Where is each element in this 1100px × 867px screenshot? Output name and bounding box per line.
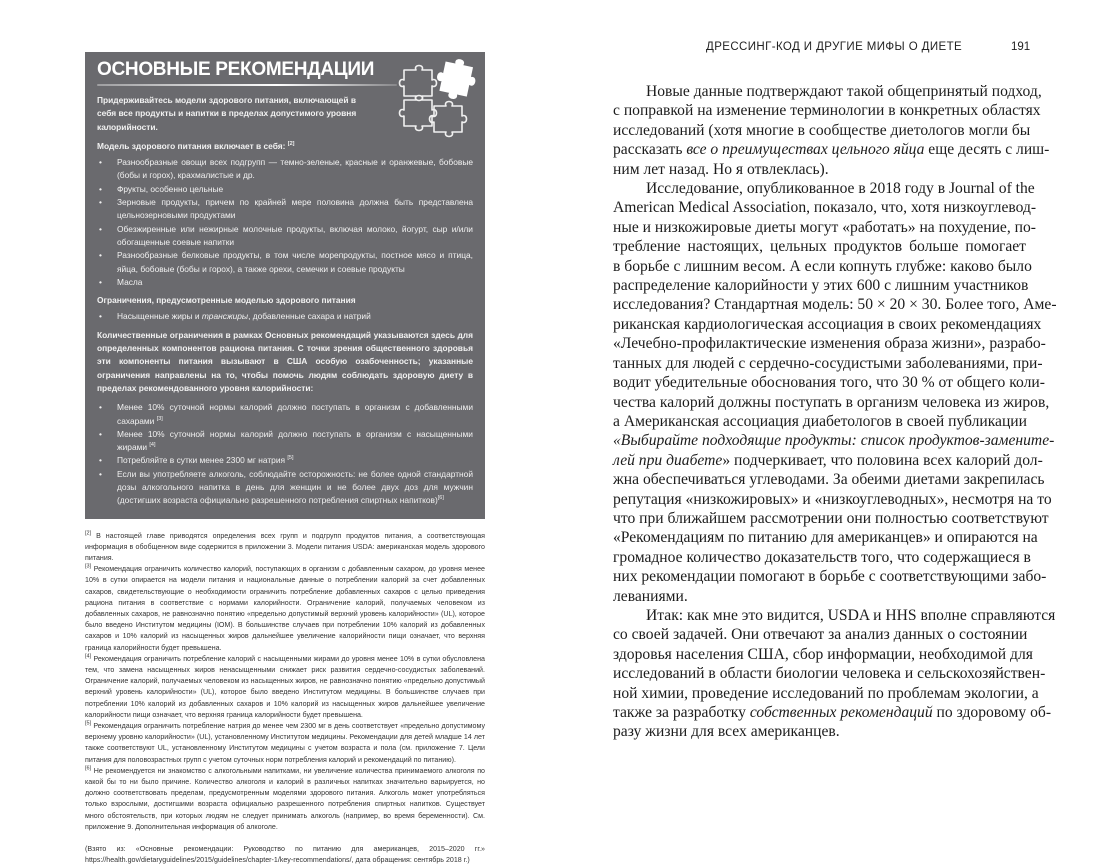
- left-page: [85, 52, 485, 867]
- text-line: [613, 179, 1035, 198]
- text-run: громадное количество доказательств того, что содержащиеся в: [613, 548, 1031, 566]
- quant-paragraph: Количественные ограничения в рамках Основных рекомендаций указываются здесь для определенных компонентов рациона питания. С точки зрения общественного здоровья эти компоненты питания вызывают в США особую озабоченность; указанные ограничения направлены на то, чтобы помочь людям соблюдать здоровую диету в пределах рекомендованного уровня калорийности:: [97, 329, 473, 393]
- text-run: танных для людей с сердечно-сосудистыми заболеваниями, при-: [613, 354, 1043, 372]
- list-item: [97, 401, 473, 428]
- limits-heading: Ограничения, предусмотренные моделью здорового питания: [97, 295, 356, 306]
- text-run: исследований (хотя многие в сообществе диетологов могли бы: [613, 121, 1031, 139]
- text-run: ные и низкожировые диеты могут «работать» на похудение, по-: [613, 218, 1036, 236]
- text-run: Разнообразные овощи всех подгрупп — темно-зеленые, красные и оранжевые, бобовые (бобы и горох), крахмалистые и др.: [117, 157, 473, 181]
- text-line: [613, 703, 1052, 722]
- text-run: ной химии, проведение исследований по проблемам экологии, а: [613, 684, 1039, 702]
- text-line: [613, 645, 1033, 664]
- footnote: [85, 531, 485, 565]
- footnote-text: Не рекомендуется ни знакомство с алкогольными напитками, ни увеличение количества принимаемого алкоголя по какой бы то ни было причине. Количество алкоголя и калорий в различных напитках значительно варьируется, но должно соответствовать пределам, предусмотренным моделями здорового питания. Алкоголь может употребляться только взрослыми, достигшими возраста официально разрешенного потребления спиртных напитков. Существует много обстоятельств, при которых людям не следует принимать алкоголь (например, во время беременности). См. приложение 9. Дополнительная информация об алкоголе.: [85, 766, 485, 831]
- model-heading-text: Модель здорового питания включает в себя:: [97, 140, 286, 151]
- text-line: [613, 451, 1043, 470]
- text-run: American Medical Association, показало, что, хотя низкоуглевод-: [613, 199, 1037, 217]
- text-run: требление настоящих, цельных продуктов больше помогает: [613, 238, 1026, 256]
- text-line: [613, 354, 1043, 373]
- box-title: ОСНОВНЫЕ РЕКОМЕНДАЦИИ: [97, 59, 375, 80]
- footnote-ref[interactable]: [3]: [156, 415, 163, 422]
- text-line: [613, 431, 1055, 450]
- text-line: [613, 218, 1036, 237]
- list-item: [97, 196, 473, 223]
- text-line: [613, 567, 1047, 586]
- footnote-ref[interactable]: [5]: [287, 455, 294, 462]
- list-item: [97, 454, 473, 467]
- text-line: [613, 160, 1026, 179]
- title-underline: [97, 84, 397, 86]
- text-run: Потребляйте в сутки менее 2300 мг натрия: [117, 455, 288, 466]
- text-run: » подчеркивает, что половина всех калорий дол-: [722, 451, 1043, 469]
- footnote: [85, 766, 485, 833]
- text-line: [613, 664, 1046, 683]
- quant-items-list: [97, 401, 473, 507]
- text-run: риканская кардиологическая ассоциация в своих рекомендациях: [613, 315, 1042, 333]
- text-line: [613, 528, 1038, 547]
- body-text: [613, 82, 1057, 742]
- text-run: Обезжиренные или нежирные молочные продукты, включая молоко, йогурт, сыр и/или обогащенные соевые напитки: [117, 223, 473, 247]
- text-line: [613, 276, 1029, 295]
- puzzle-pieces-icon: [398, 56, 478, 138]
- text-run: еще десять с лиш-: [924, 141, 1050, 159]
- text-line: [613, 237, 1026, 256]
- text-run: со своей задачей. Они отвечают за анализ данных о состоянии: [613, 626, 1028, 644]
- source-citation: (Взято из: «Основные рекомендации: Руководство по питанию для американцев, 2015–2020 гг.» https://health.gov/dietaryguidelines/2015/guidelines/chapter-1/key-recommendations/, дата обращения: сентябрь 2018 г.): [85, 845, 485, 865]
- text-line: [613, 722, 1026, 741]
- text-run: ним лет назад. Но я отвлеклась).: [613, 160, 829, 178]
- list-item: [97, 223, 473, 250]
- text-run: репутация «низкожировых» и «низкоуглеводных», несмотря на то: [613, 490, 1052, 508]
- text-line: [613, 548, 1031, 567]
- text-line: [613, 140, 1050, 159]
- text-line: [613, 625, 1026, 644]
- running-head: ДРЕССИНГ-КОД И ДРУГИЕ МИФЫ О ДИЕТЕ: [706, 41, 963, 53]
- text-run: «Лечебно-профилактические изменения образа жизни», разрабо-: [613, 335, 1046, 353]
- footnote: [85, 564, 485, 654]
- footnote: [85, 654, 485, 721]
- list-item: [97, 428, 473, 455]
- text-run: Итак: как мне это видится, USDA и HHS вполне справляются: [646, 606, 1056, 624]
- text-run: с поправкой на изменение терминологии в конкретных областях: [613, 102, 1041, 120]
- italic-text: собственных рекомендаций: [749, 704, 933, 721]
- key-recommendations-box: [85, 52, 485, 519]
- text-line: [613, 412, 1026, 431]
- text-line: [613, 509, 1049, 528]
- list-item: [97, 156, 473, 183]
- text-line: [613, 101, 1041, 120]
- text-run: жна обеспечиваться углеводами. За обеими диетами закрепилась: [613, 471, 1045, 489]
- text-line: [613, 490, 1052, 509]
- text-run: Менее 10% суточной нормы калорий должно поступать в организм с добавленными сахарами: [117, 402, 473, 426]
- footnote-text: В настоящей главе приводятся определения всех групп и подгрупп продуктов питания, а соответствующая информация в обобщенном виде содержится в приложении 3. Модели питания USDA: американская модель здорового питания.: [85, 531, 485, 563]
- footnote-text: Рекомендация ограничить потребление натрия до менее чем 2300 мг в день соответствует «предельно допустимому верхнему уровню калорийности» (UL), установленному Институтом медицины. Рекомендации для детей младше 14 лет также соответствуют UL, установленному Институтом медицины с учетом возраста и пола (см. приложение 7. Цели питания для половозрастных групп с учетом суточных норм потребления калорий и рекомендаций по питанию).: [85, 722, 485, 764]
- footnote-number: [2]: [85, 530, 92, 537]
- text-line: [613, 82, 1042, 101]
- text-run: «Рекомендациям по питанию для американцев» и опираются на: [613, 529, 1038, 547]
- text-run: что при ближайшем рассмотрении они полностью соответствуют: [613, 509, 1049, 527]
- text-run: Фрукты, особенно цельные: [117, 183, 224, 194]
- italic-text: лей при диабете: [613, 451, 723, 469]
- footnote-ref[interactable]: [6]: [437, 495, 444, 502]
- text-run: Исследование, опубликованное в 2018 году в Journal of the: [646, 180, 1035, 198]
- text-run: Новые данные подтверждают такой общепринятый подход,: [646, 83, 1042, 100]
- list-item: [97, 183, 473, 196]
- text-run: Насыщенные жиры и: [117, 311, 202, 322]
- footnote-number: [6]: [85, 765, 92, 772]
- footnote-ref[interactable]: [4]: [149, 442, 156, 449]
- text-run: Зерновые продукты, причем по крайней мере половина должна быть представлена цельнозерновыми продуктами: [117, 197, 473, 221]
- list-item: [97, 249, 473, 276]
- footnotes: [85, 531, 485, 867]
- text-run: них рекомендации помогают в борьбе с соответствующими забо-: [613, 568, 1047, 586]
- text-run: Масла: [117, 276, 143, 287]
- text-run: разу жизни для всех американцев.: [613, 723, 840, 741]
- italic-text: все о преимуществах цельного яйца: [686, 141, 925, 159]
- list-item: [97, 276, 473, 289]
- text-run: водит убедительные обоснования того, что 30 % от общего коли-: [613, 374, 1045, 392]
- text-line: [613, 587, 1026, 606]
- text-run: по здоровому об-: [932, 704, 1052, 721]
- italic-text: «Выбирайте подходящие продукты: список продуктов-замените-: [613, 432, 1055, 450]
- italic-text: трансжиры: [201, 311, 249, 322]
- footnote-number: [4]: [85, 653, 92, 660]
- footnote-ref[interactable]: [2]: [287, 141, 295, 148]
- text-line: [613, 334, 1046, 353]
- list-item: [97, 310, 473, 323]
- text-run: распределение калорийности у этих 600 с лишним участников: [613, 277, 1029, 295]
- text-line: [613, 121, 1031, 140]
- text-run: исследования? Стандартная модель: 50 × 20 × 30. Более того, Аме-: [613, 296, 1057, 314]
- page-number: 191: [1011, 41, 1031, 53]
- text-line: [613, 257, 1032, 276]
- limits-items-list: [97, 310, 473, 323]
- footnote-text: Рекомендация ограничить количество калорий, поступающих в организм с добавленным сахаром, до уровня менее 10% в сутки опирается на модели питания и национальные данные о потреблении калорий за счет добавленных сахаров, свидетельствующие о необходимости ограничить потребление добавленных сахаров с целью приведения рациона питания в соответствие с нормами калорийности. Ограничение калорий, получаемых человеком из добавленных сахаров, не равнозначно понятию «предельно допустимый верхний уровень калорийности» (UL), которое было введено Институтом медицины (IOM). В большинстве случаев при потреблении 10% калорий из добавленных сахаров и 10% калорий из насыщенных жиров дальнейшее увеличение калорийности пищи означает, что верхняя граница калорийности будет превышена.: [85, 565, 485, 652]
- text-line: [613, 198, 1037, 217]
- text-line: [613, 470, 1045, 489]
- text-run: в борьбе с лишним весом. А если копнуть глубже: каково было: [613, 257, 1032, 275]
- text-run: исследований в области биологии человека и сельскохозяйствен-: [613, 665, 1046, 683]
- text-line: [613, 373, 1045, 392]
- text-line: [613, 315, 1042, 334]
- text-run: а Американская ассоциация диабетологов в своей публикации: [613, 412, 1027, 430]
- text-line: [613, 295, 1057, 314]
- model-heading: [97, 140, 473, 153]
- list-item: [97, 468, 473, 508]
- text-run: Менее 10% суточной нормы калорий должно поступать в организм с насыщенными жирами: [117, 428, 473, 453]
- text-run: рассказать: [613, 141, 687, 159]
- footnote-number: [5]: [85, 720, 92, 727]
- box-intro: Придерживайтесь модели здорового питания, включающей в себя все продукты и напитки в пределах допустимого уровня калорийности.: [97, 95, 357, 132]
- text-run: Если вы употребляете алкоголь, соблюдайте осторожность: не более одной стандартной дозы алкогольного напитка в день для женщин и не более двух доз для мужчин (достигших возраста официально разрешенного потребления спиртных напитков): [117, 468, 473, 506]
- text-run: также за разработку: [613, 704, 750, 721]
- footnote-number: [3]: [85, 563, 92, 570]
- text-run: здоровья населения США, сбор информации, необходимой для: [613, 645, 1033, 663]
- text-run: леваниями.: [613, 587, 688, 605]
- text-line: [613, 684, 1039, 703]
- text-line: [613, 606, 1056, 625]
- model-items-list: [97, 156, 473, 289]
- footnote: [85, 721, 485, 766]
- text-line: [613, 393, 1050, 412]
- text-run: , добавленные сахара и натрий: [248, 311, 371, 322]
- text-run: чества калорий должны поступать в организм человека из жиров,: [613, 393, 1050, 411]
- footnote-text: Рекомендация ограничить потребление калорий с насыщенными жирами до уровня менее 10% в сутки обусловлена тем, что замена насыщенных жиров ненасыщенными снижает риск развития сердечно-сосудистых заболеваний. Ограничение калорий, получаемых человеком из насыщенных жиров, не равнозначно понятию «предельно допустимый верхний уровень калорийности» (UL), которое было введено Институтом медицины. В большинстве случаев при потреблении 10% калорий из добавленных сахаров и 10% калорий из насыщенных жиров дальнейшее увеличение калорийности пищи означает, что верхняя граница калорийности будет превышена.: [85, 654, 485, 719]
- text-run: Разнообразные белковые продукты, в том числе морепродукты, постное мясо и птица, яйца, бобовые (бобы и горох), а также орехи, семечки и соевые продукты: [117, 250, 473, 274]
